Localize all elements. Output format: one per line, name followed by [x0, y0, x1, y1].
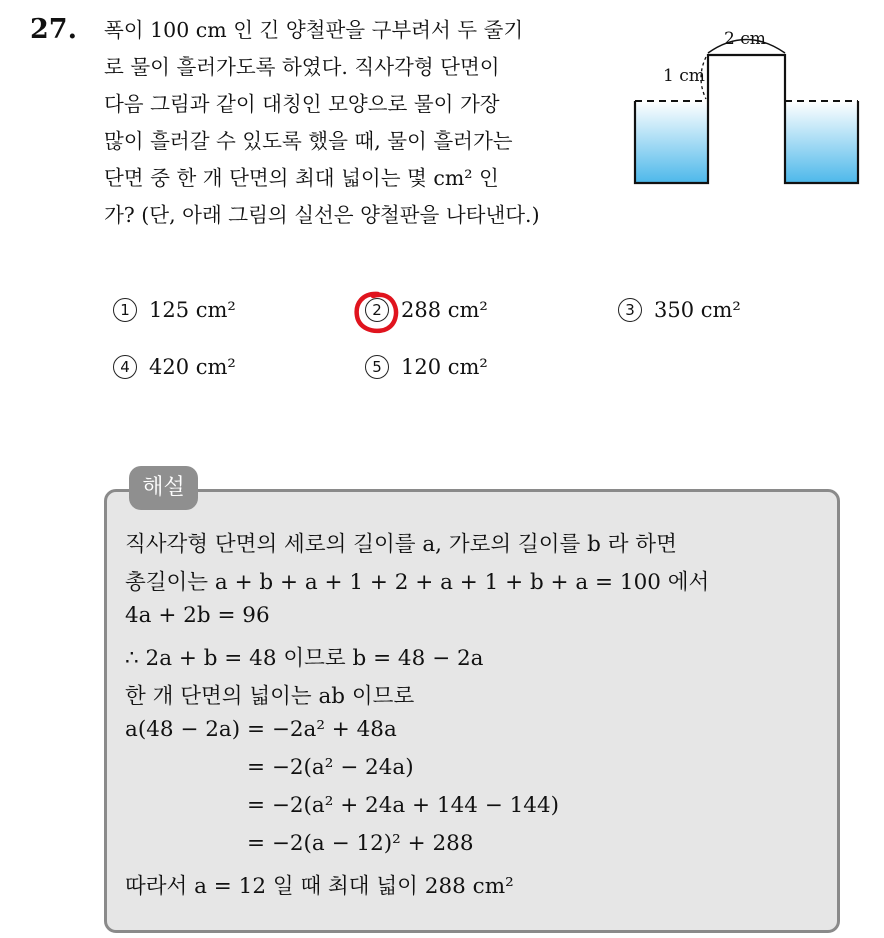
label-2cm: 2 cm — [724, 29, 766, 49]
question-line: 가? (단, 아래 그림의 실선은 양철판을 나타낸다.) — [104, 203, 540, 227]
choice-text: 120 cm² — [401, 355, 488, 379]
solution-line: 총길이는 a + b + a + 1 + 2 + a + 1 + b + a = 100 에서 — [125, 570, 710, 595]
solution-line: 4a + 2b = 96 — [125, 603, 270, 628]
solution-line: = −2(a² + 24a + 144 − 144) — [247, 793, 560, 818]
choice-number: 4 — [113, 355, 137, 379]
solution-line: 한 개 단면의 넓이는 ab 이므로 — [125, 684, 415, 709]
solution-line: 따라서 a = 12 일 때 최대 넓이 288 cm² — [125, 874, 514, 899]
choice-text: 350 cm² — [654, 298, 741, 322]
channel-cross-section-figure — [626, 20, 866, 190]
choice-text: 420 cm² — [149, 355, 236, 379]
choice-number: 2 — [365, 298, 389, 322]
choice-4[interactable] — [113, 355, 236, 379]
choice-text: 125 cm² — [149, 298, 236, 322]
question-line: 로 물이 흘러가도록 하였다. 직사각형 단면이 — [104, 55, 500, 79]
solution-line: = −2(a² − 24a) — [247, 755, 414, 780]
question-text — [104, 12, 624, 234]
choice-text: 288 cm² — [401, 298, 488, 322]
question-number: 27. — [30, 14, 77, 45]
answer-circle-mark — [352, 290, 402, 336]
choice-3[interactable] — [618, 298, 741, 322]
left-channel-water — [635, 101, 708, 183]
choice-number: 1 — [113, 298, 137, 322]
solution-tag: 해설 — [129, 466, 198, 510]
solution-line: = −2(a − 12)² + 288 — [247, 831, 474, 856]
question-line: 많이 흘러갈 수 있도록 했을 때, 물이 흘러가는 — [104, 129, 513, 153]
solution-line: a(48 − 2a) = −2a² + 48a — [125, 717, 397, 742]
question-line: 단면 중 한 개 단면의 최대 넓이는 몇 cm² 인 — [104, 166, 499, 190]
question-line: 폭이 100 cm 인 긴 양철판을 구부려서 두 줄기 — [104, 18, 524, 42]
solution-line: ∴ 2a + b = 48 이므로 b = 48 − 2a — [125, 646, 484, 671]
label-1cm: 1 cm — [663, 66, 705, 86]
choice-number: 5 — [365, 355, 389, 379]
choice-number: 3 — [618, 298, 642, 322]
choice-1[interactable] — [113, 298, 236, 322]
choice-5[interactable] — [365, 355, 488, 379]
question-line: 다음 그림과 같이 대칭인 모양으로 물이 가장 — [104, 92, 500, 116]
solution-line: 직사각형 단면의 세로의 길이를 a, 가로의 길이를 b 라 하면 — [125, 532, 677, 557]
right-channel-water — [785, 101, 858, 183]
